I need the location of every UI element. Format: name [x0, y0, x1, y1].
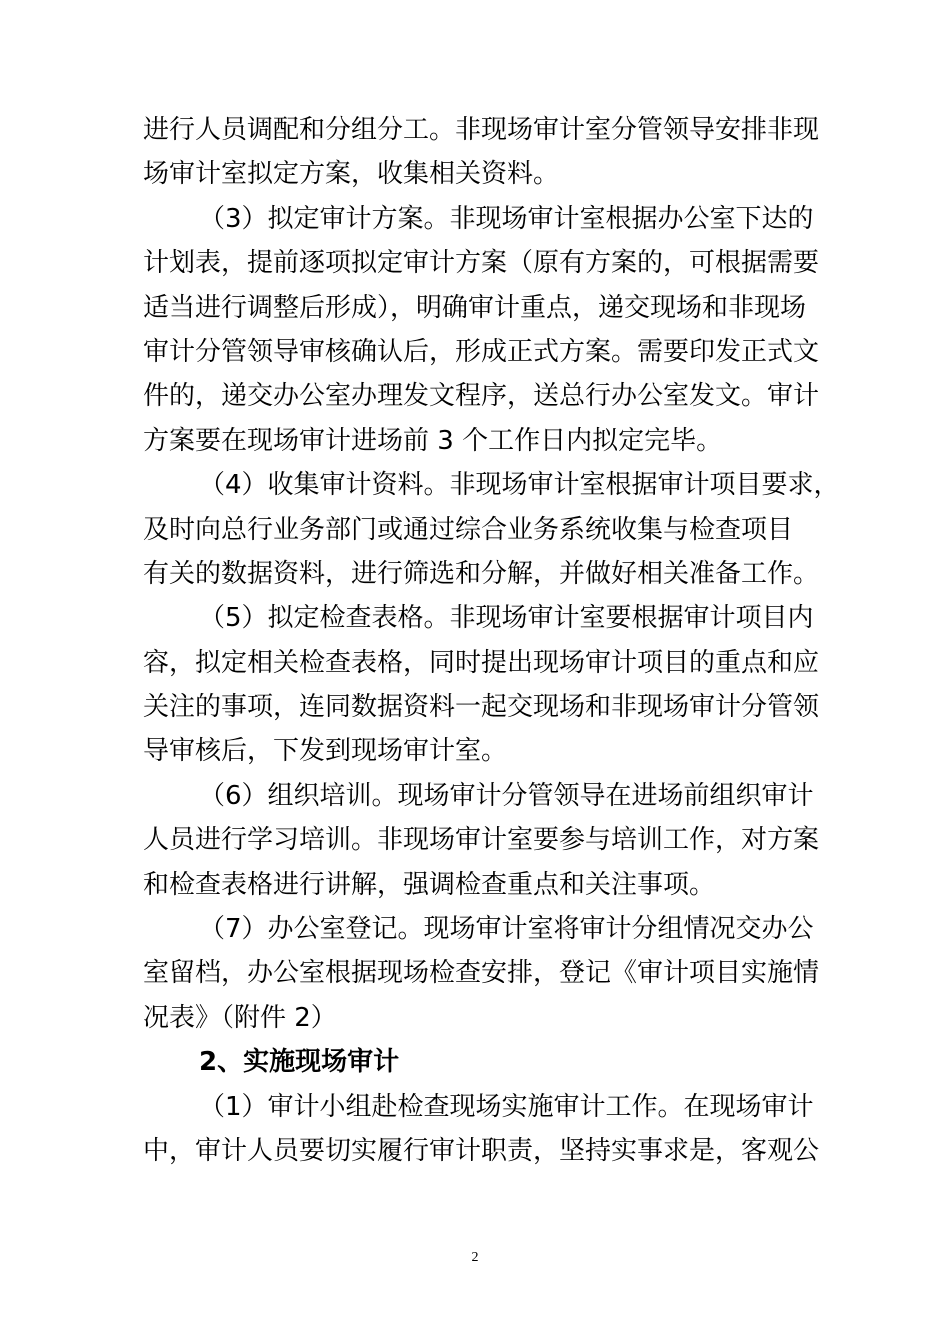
text-line: 场审计室拟定方案，收集相关资料。 — [143, 159, 560, 190]
page-number: 2 — [471, 1250, 479, 1265]
text-line: 况表》（附件 2） — [143, 1002, 337, 1033]
text-line: 容，拟定相关检查表格，同时提出现场审计项目的重点和应 — [143, 647, 820, 678]
text-line: 及时向总行业务部门或通过综合业务系统收集与检查项目 — [143, 514, 794, 545]
text-line: 进行人员调配和分组分工。非现场审计室分管领导安排非现 — [143, 115, 820, 145]
paragraph-start-line: （1）审计小组赴检查现场实施审计工作。在现场审计 — [199, 1091, 814, 1122]
text-line: 导审核后，下发到现场审计室。 — [143, 736, 508, 767]
text-line: 中，审计人员要切实履行审计职责，坚持实事求是，客观公 — [143, 1135, 820, 1166]
paragraph-start-line: （4）收集审计资料。非现场审计室根据审计项目要求， — [199, 470, 840, 501]
section-heading: 2、实施现场审计 — [199, 1047, 400, 1078]
paragraph-start-line: （5）拟定检查表格。非现场审计室要根据审计项目内 — [199, 603, 814, 634]
text-line: 关注的事项，连同数据资料一起交现场和非现场审计分管领 — [143, 692, 820, 723]
text-line: 有关的数据资料，进行筛选和分解，并做好相关准备工作。 — [143, 558, 820, 589]
paragraph-start-line: （3）拟定审计方案。非现场审计室根据办公室下达的 — [199, 203, 814, 234]
text-line: 计划表，提前逐项拟定审计方案（原有方案的，可根据需要 — [143, 248, 820, 279]
body-text — [143, 108, 840, 1173]
text-line: 室留档，办公室根据现场检查安排，登记《审计项目实施情 — [143, 958, 820, 989]
text-line: 方案要在现场审计进场前 3 个工作日内拟定完毕。 — [143, 425, 723, 456]
text-line: 适当进行调整后形成），明确审计重点，递交现场和非现场 — [143, 292, 807, 323]
text-line: 审计分管领导审核确认后，形成正式方案。需要印发正式文 — [143, 336, 820, 367]
text-line: 件的，递交办公室办理发文程序，送总行办公室发文。审计 — [143, 381, 820, 412]
text-line: 和检查表格进行讲解，强调检查重点和关注事项。 — [143, 869, 716, 900]
paragraph-start-line: （6）组织培训。现场审计分管领导在进场前组织审计 — [199, 780, 814, 811]
paragraph-start-line: （7）办公室登记。现场审计室将审计分组情况交办公 — [199, 914, 814, 945]
text-line: 人员进行学习培训。非现场审计室要参与培训工作，对方案 — [143, 825, 820, 856]
